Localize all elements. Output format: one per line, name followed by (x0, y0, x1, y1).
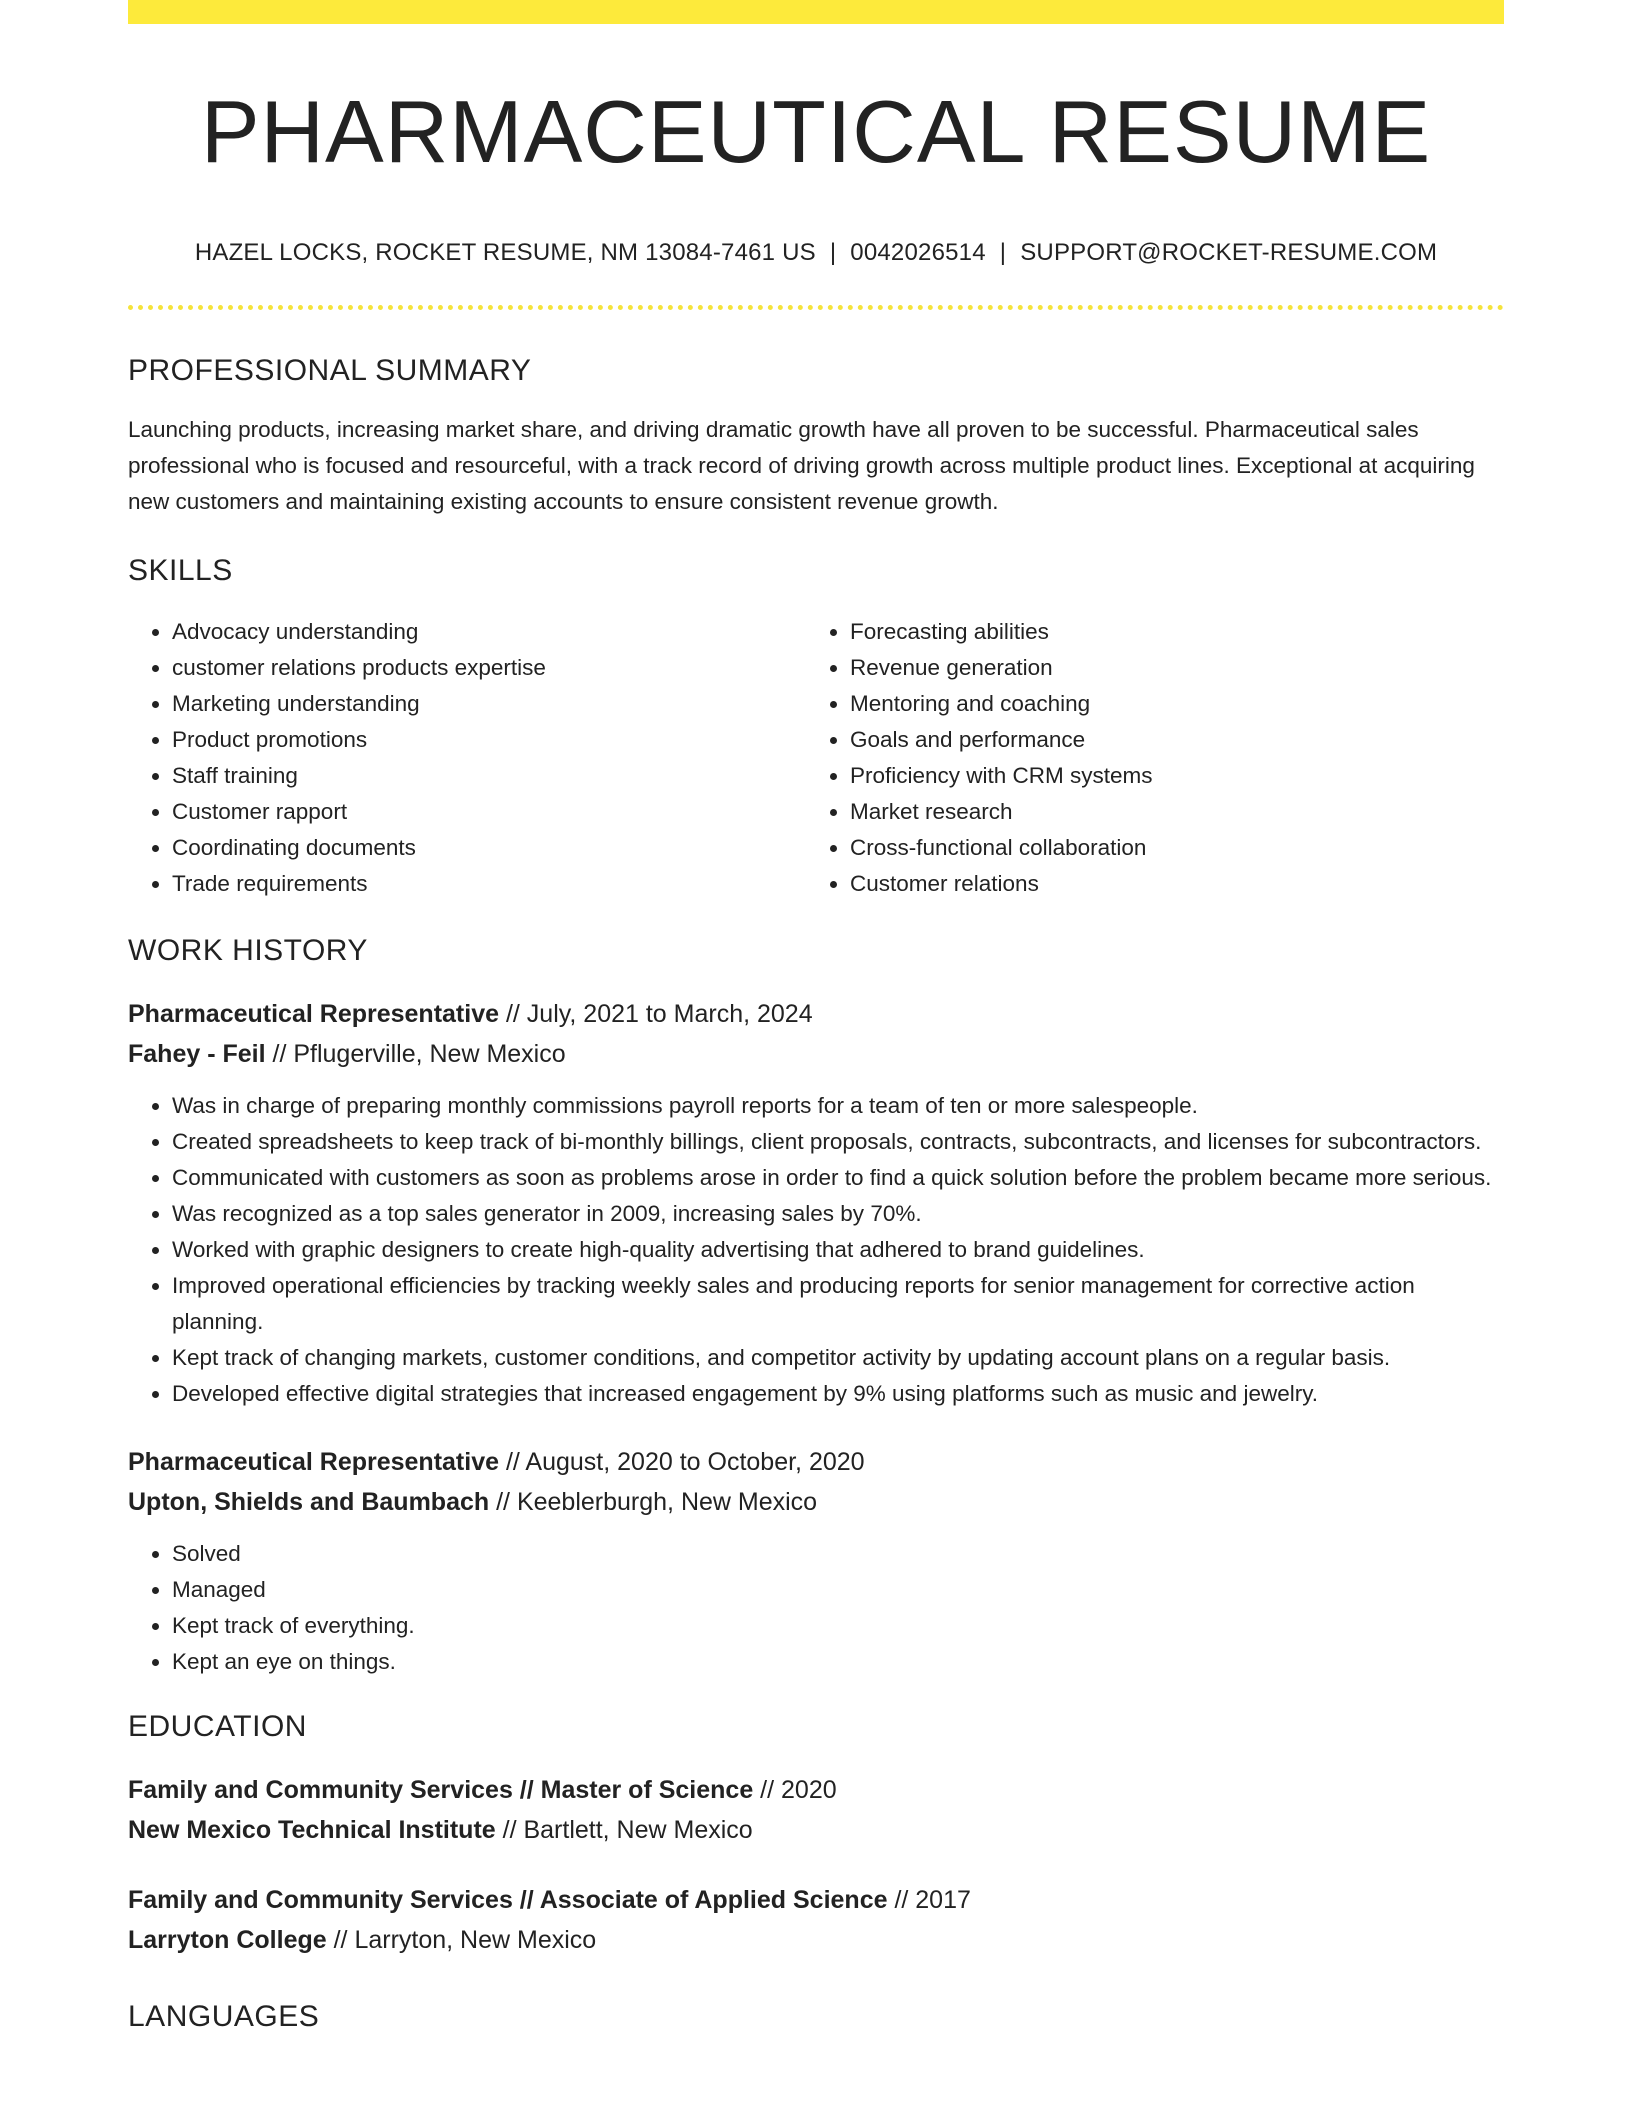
duty-item: • Created spreadsheets to keep track of bi-monthly billings, client proposals, contracts, subcontracts, and licenses for subcontractors. (172, 1124, 1504, 1160)
education-degree-line (128, 1880, 1504, 1920)
skill-item: • Mentoring and coaching (850, 686, 1504, 722)
contact-email: SUPPORT@ROCKET-RESUME.COM (1020, 238, 1438, 266)
education-entry (128, 1770, 1504, 1850)
skill-item: • Advocacy understanding (172, 614, 806, 650)
languages-heading: LANGUAGES (128, 1999, 320, 2033)
summary-heading: PROFESSIONAL SUMMARY (128, 353, 532, 387)
job-duties-list (128, 1088, 1504, 1412)
skill-item: • Customer relations (850, 866, 1504, 902)
job-company: Upton, Shields and Baumbach (128, 1487, 490, 1516)
job-title-line (128, 994, 1504, 1034)
duty-item: • Was in charge of preparing monthly commissions payroll reports for a team of ten or more salespeople. (172, 1088, 1504, 1124)
duty-item: • Kept track of changing markets, customer conditions, and competitor activity by updating account plans on a regular basis. (172, 1340, 1504, 1376)
education-school: New Mexico Technical Institute (128, 1815, 496, 1844)
skill-item: • customer relations products expertise (172, 650, 806, 686)
skill-item: • Revenue generation (850, 650, 1504, 686)
education-location: // Bartlett, New Mexico (495, 1815, 753, 1844)
education-entry (128, 1880, 1504, 1960)
job-title: Pharmaceutical Representative (128, 999, 500, 1028)
skill-item: • Market research (850, 794, 1504, 830)
job-company-line (128, 1482, 1504, 1522)
summary-text: Launching products, increasing market share, and driving dramatic growth have all proven to be successful. Pharmaceutical sales professional who is focused and resourceful, with a track record of driving growth across multiple product lines. Exceptional at acquiring new customers and maintaining existing accounts to ensure consistent revenue growth. (128, 416, 1475, 514)
education-heading: EDUCATION (128, 1709, 307, 1743)
contact-separator: | (999, 238, 1007, 266)
duty-item: • Improved operational efficiencies by tracking weekly sales and producing reports for senior management for corrective action planning. (172, 1268, 1504, 1340)
education-school-line (128, 1920, 1504, 1960)
job-company-line (128, 1034, 1504, 1074)
contact-line (128, 239, 1504, 267)
job-duties-list (128, 1536, 1504, 1680)
skill-item: • Cross-functional collaboration (850, 830, 1504, 866)
education-school-line (128, 1810, 1504, 1850)
skill-item: • Customer rapport (172, 794, 806, 830)
job-dates: // July, 2021 to March, 2024 (499, 999, 813, 1028)
job-location: // Pflugerville, New Mexico (265, 1039, 566, 1068)
job-company: Fahey - Feil (128, 1039, 266, 1068)
education-location: // Larryton, New Mexico (326, 1925, 597, 1954)
resume-page (128, 0, 1504, 2034)
skill-item: • Proficiency with CRM systems (850, 758, 1504, 794)
resume-title: PHARMACEUTICAL RESUME (200, 82, 1432, 181)
skill-item: • Product promotions (172, 722, 806, 758)
education-degree: Family and Community Services // Master of Science (128, 1775, 754, 1804)
skill-item: • Trade requirements (172, 866, 806, 902)
education-year: // 2017 (887, 1885, 971, 1914)
accent-top-bar (128, 0, 1504, 24)
duty-item: • Developed effective digital strategies that increased engagement by 9% using platforms such as music and jewelry. (172, 1376, 1504, 1412)
contact-phone: 0042026514 (850, 238, 986, 266)
skills-list-right (806, 614, 1504, 902)
education-year: // 2020 (753, 1775, 837, 1804)
education-degree-line (128, 1770, 1504, 1810)
job-location: // Keeblerburgh, New Mexico (489, 1487, 818, 1516)
skills-list-left (128, 614, 806, 902)
duty-item: • Communicated with customers as soon as problems arose in order to find a quick solution before the problem became more serious. (172, 1160, 1504, 1196)
duty-item: • Solved (172, 1536, 1504, 1572)
job-entry (128, 1442, 1504, 1680)
skills-heading: SKILLS (128, 553, 233, 587)
education-school: Larryton College (128, 1925, 327, 1954)
work-history-heading: WORK HISTORY (128, 933, 368, 967)
job-title-line (128, 1442, 1504, 1482)
skill-item: • Coordinating documents (172, 830, 806, 866)
dotted-divider (128, 305, 1504, 310)
skill-item: • Goals and performance (850, 722, 1504, 758)
contact-separator: | (829, 238, 837, 266)
skill-item: • Staff training (172, 758, 806, 794)
job-entry (128, 994, 1504, 1412)
skill-item: • Marketing understanding (172, 686, 806, 722)
job-dates: // August, 2020 to October, 2020 (499, 1447, 865, 1476)
contact-address: HAZEL LOCKS, ROCKET RESUME, NM 13084-7461 US (194, 238, 816, 266)
duty-item: • Managed (172, 1572, 1504, 1608)
job-title: Pharmaceutical Representative (128, 1447, 500, 1476)
duty-item: • Worked with graphic designers to create high-quality advertising that adhered to brand guidelines. (172, 1232, 1504, 1268)
education-degree: Family and Community Services // Associate of Applied Science (128, 1885, 888, 1914)
duty-item: • Kept an eye on things. (172, 1644, 1504, 1680)
skill-item: • Forecasting abilities (850, 614, 1504, 650)
skills-columns (128, 614, 1504, 902)
duty-item: • Kept track of everything. (172, 1608, 1504, 1644)
duty-item: • Was recognized as a top sales generator in 2009, increasing sales by 70%. (172, 1196, 1504, 1232)
